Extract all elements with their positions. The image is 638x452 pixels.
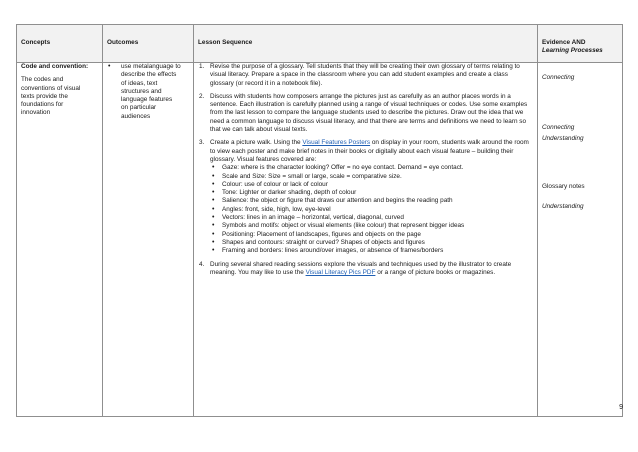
lesson-sequence-cell bbox=[194, 63, 538, 417]
feature-framing: • Framing and borders: lines around/over images, or absence of frames/borders bbox=[210, 247, 533, 255]
visual-features-posters-link[interactable]: Visual Features Posters bbox=[302, 139, 371, 147]
evidence-understanding-2: Understanding bbox=[542, 203, 584, 210]
table-body-row bbox=[17, 63, 623, 417]
outcomes-cell bbox=[103, 63, 194, 417]
table-header-row bbox=[17, 25, 623, 63]
feature-angles: • Angles: front, side, high, low, eye-level bbox=[210, 206, 533, 214]
step-4-text-start: During several shared reading sessions explore the visuals and techniques used by the illustrator to create meaning. You may like to use the bbox=[210, 260, 512, 276]
visual-literacy-pics-link[interactable]: Visual Literacy Pics PDF bbox=[305, 268, 376, 276]
step-1: 1. Revise the purpose of a glossary. Tell students that they will be creating their own glossary of terms relating to visual literacy. Prepare a space in the classroom where you can add student examples and create a class glossary (or record it in a notebook file). bbox=[198, 63, 533, 88]
header-evidence bbox=[538, 25, 623, 63]
header-concepts: Concepts bbox=[17, 25, 103, 63]
evidence-connecting-2: Connecting bbox=[542, 124, 575, 131]
evidence-cell bbox=[538, 63, 623, 417]
lesson-plan-table bbox=[16, 24, 623, 417]
header-lesson-sequence: Lesson Sequence bbox=[194, 25, 538, 63]
feature-tone: • Tone: Lighter or darker shading, depth of colour bbox=[210, 189, 533, 197]
feature-symbols: • Symbols and motifs: object or visual elements (like colour) that represent bigger ideas bbox=[210, 222, 533, 230]
lesson-steps bbox=[198, 63, 533, 277]
header-outcomes: Outcomes bbox=[103, 25, 194, 63]
evidence-understanding-1: Understanding bbox=[542, 135, 584, 142]
outcomes-list bbox=[107, 63, 189, 121]
header-evidence-title: Evidence AND bbox=[542, 39, 586, 46]
concept-title: Code and convention: bbox=[21, 63, 89, 70]
evidence-glossary-notes: Glossary notes bbox=[542, 183, 585, 190]
step-3-text-start: Create a picture walk. Using the bbox=[210, 139, 303, 147]
feature-vectors: • Vectors: lines in an image – horizontal, vertical, diagonal, curved bbox=[210, 214, 533, 222]
header-evidence-subtitle: Learning Processes bbox=[542, 47, 603, 55]
evidence-connecting-1: Connecting bbox=[542, 74, 575, 81]
feature-salience: • Salience: the object or figure that draws our attention and begins the reading path bbox=[210, 197, 533, 205]
outcome-item: • use metalanguage to describe the effects of ideas, text structures and language features on particular audiences bbox=[107, 63, 189, 121]
feature-gaze: • Gaze: where is the character looking? Offer = no eye contact. Demand = eye contact. bbox=[210, 164, 533, 172]
step-2: 2. Discuss with students how composers arrange the pictures just as carefully as an author places words in a sentence. Each illustration is carefully planned using a range of visual techniques or codes. Use some examples from the last lesson to compare the language students used to describe the pictures. Draw out the idea that we need a common language to discuss visual literacy, and that there are terms and definitions we need to learn so that we can talk about visual texts. bbox=[198, 93, 533, 134]
step-3-text-end: on display in your room, students walk around the room to view each poster and make brief notes in their books or digitally about each visual feature – building their glossary. Visual features covered are: bbox=[210, 139, 529, 163]
feature-scale-size: • Scale and Size: Size = small or large, scale = comparative size. bbox=[210, 173, 533, 181]
concept-body: The codes and conventions of visual texts provide the foundations for innovation bbox=[21, 76, 81, 117]
feature-shapes: • Shapes and contours: straight or curved? Shapes of objects and figures bbox=[210, 239, 533, 247]
step-4 bbox=[198, 261, 533, 278]
feature-positioning: • Positioning: Placement of landscapes, figures and objects on the page bbox=[210, 231, 533, 239]
feature-colour: • Colour: use of colour or lack of colour bbox=[210, 181, 533, 189]
concepts-cell bbox=[17, 63, 103, 417]
page-number: 9 bbox=[619, 404, 623, 411]
step-4-text-end: or a range of picture books or magazines. bbox=[375, 268, 496, 276]
visual-features-list bbox=[210, 164, 533, 255]
step-3 bbox=[198, 139, 533, 255]
